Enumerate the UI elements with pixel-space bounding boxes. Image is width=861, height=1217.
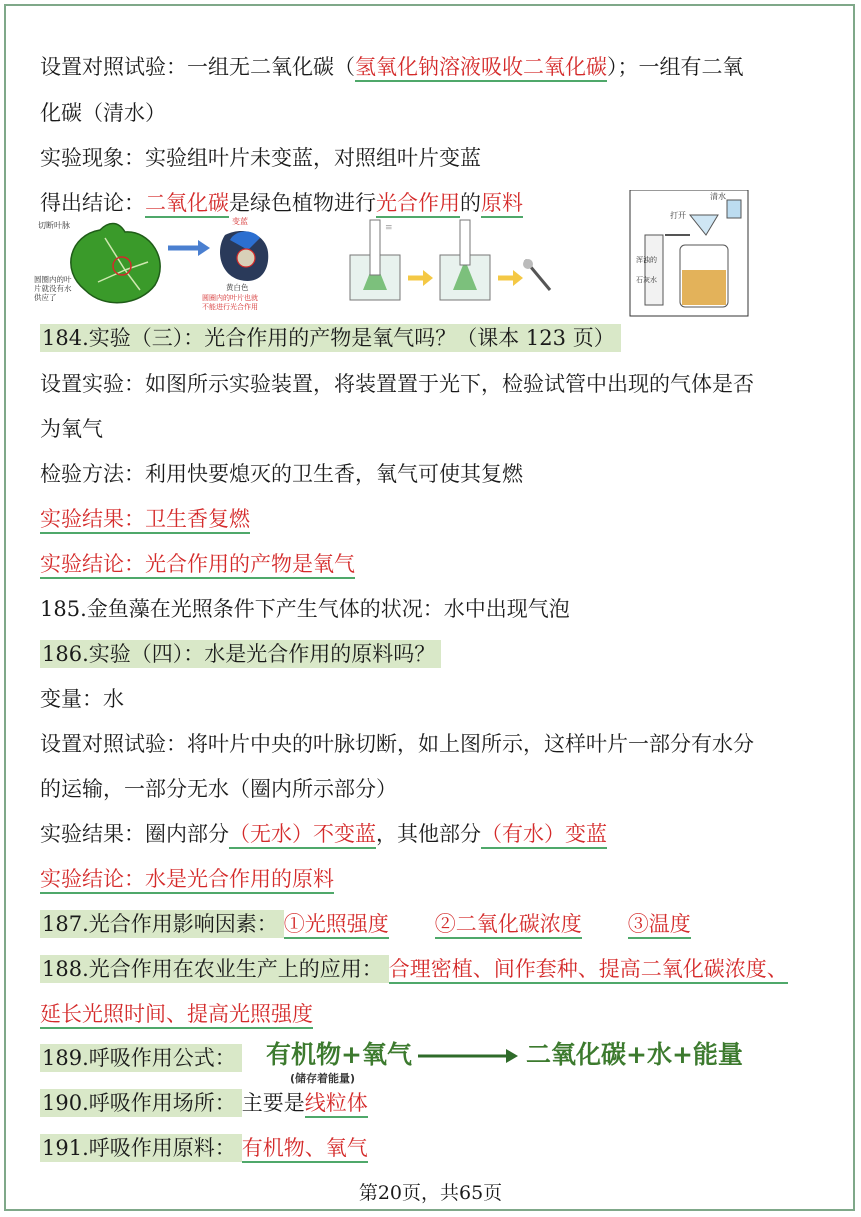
heading-text: 190.呼吸作用场所： xyxy=(40,1089,242,1117)
experiment-illustrations xyxy=(30,190,830,320)
text-line xyxy=(40,52,744,82)
heading-186 xyxy=(40,639,441,669)
heading-text: 191.呼吸作用原料： xyxy=(40,1134,242,1162)
leaf-circle-label: 供应了 xyxy=(34,293,57,302)
factor-co2: ②二氧化碳浓度 xyxy=(435,912,582,939)
blue-label: 变蓝 xyxy=(232,217,248,226)
water-label: 清水 xyxy=(710,192,726,201)
text-line: 为氧气 xyxy=(40,417,103,441)
heading-189 xyxy=(40,1043,242,1073)
answer-span: 原料 xyxy=(481,191,523,218)
formula-right: 二氧化碳+水+能量 xyxy=(526,1040,743,1069)
text-line xyxy=(40,504,250,534)
text-line xyxy=(40,999,313,1029)
red-note: 圆圈内的叶片也就 xyxy=(202,294,258,302)
formula-left: 有机物+氧气 xyxy=(266,1040,412,1069)
lime-label: 浑浊的 xyxy=(636,256,657,264)
answer-span: 延长光照时间、提高光照强度 xyxy=(40,1002,313,1029)
heading-190 xyxy=(40,1088,368,1118)
text-line: 设置实验：如图所示实验装置，将装置置于光下，检验试管中出现的气体是否 xyxy=(40,372,754,396)
heading-184 xyxy=(40,323,621,353)
answer-span: 实验结果：卫生香复燃 xyxy=(40,507,250,534)
heading-text: 186.实验（四）：水是光合作用的原料吗？ xyxy=(40,640,441,668)
heading-187 xyxy=(40,909,691,939)
beaker-figure xyxy=(350,220,400,300)
stained-leaf-figure xyxy=(202,216,268,311)
red-note: 不能进行光合作用 xyxy=(202,303,258,311)
open-label: 打开 xyxy=(670,211,686,220)
text-line xyxy=(40,549,355,579)
text-span: 实验结果：圈内部分 xyxy=(40,822,229,846)
answer-span: （无水）不变蓝 xyxy=(229,822,376,849)
answer-span: 氢氧化钠溶液吸收二氧化碳 xyxy=(355,55,607,82)
heading-text: 184.实验（三）：光合作用的产物是氧气吗？（课本 123 页） xyxy=(40,324,621,352)
text-line: 设置对照试验：将叶片中央的叶脉切断，如上图所示，这样叶片一部分有水分 xyxy=(40,732,754,756)
leaf-cut-label: 切断叶脉 xyxy=(38,221,70,230)
respiration-formula xyxy=(266,1038,412,1072)
text-line: 实验现象：实验组叶片未变蓝，对照组叶片变蓝 xyxy=(40,146,481,170)
heading-text: 189.呼吸作用公式： xyxy=(40,1044,242,1072)
heading-text: 187.光合作用影响因素： xyxy=(40,910,284,938)
answer-span: 合理密植、间作套种、提高二氧化碳浓度、 xyxy=(389,957,788,984)
answer-span: 实验结论：水是光合作用的原料 xyxy=(40,867,334,894)
leaf-figure xyxy=(34,220,160,303)
text-line: 的运输，一部分无水（圈内所示部分） xyxy=(40,777,397,801)
yellow-label: 黄白色 xyxy=(226,283,249,292)
heading-text: 188.光合作用在农业生产上的应用： xyxy=(40,955,389,983)
page-footer: 第20页，共65页 xyxy=(358,1182,503,1204)
text-line: 检验方法：利用快要熄灭的卫生香，氧气可使其复燃 xyxy=(40,462,523,486)
leaf-circle-label: 片就没有水 xyxy=(34,284,72,293)
answer-span: 线粒体 xyxy=(305,1091,368,1118)
text-span: 主要是 xyxy=(241,1091,305,1115)
answer-span: 光合作用 xyxy=(376,191,460,218)
answer-span: 二氧化碳 xyxy=(145,191,229,218)
factor-temperature: ③温度 xyxy=(628,912,691,939)
heading-191 xyxy=(40,1133,368,1163)
answer-span: （有水）变蓝 xyxy=(481,822,607,849)
text-line: 化碳（清水） xyxy=(40,101,166,125)
leaf-circle-label: 圆圈内的叶 xyxy=(34,275,72,284)
text-span: 的 xyxy=(460,191,481,215)
lime-label: 石灰水 xyxy=(636,276,657,284)
text-span: 是绿色植物进行 xyxy=(229,191,376,215)
text-span: ）；一组有二氧 xyxy=(607,55,744,79)
formula-arrow-icon xyxy=(418,1044,522,1068)
svg-text:≡: ≡ xyxy=(385,223,393,233)
formula-note: (储存着能量) xyxy=(290,1072,356,1085)
answer-span: 有机物、氧气 xyxy=(242,1136,368,1163)
text-line xyxy=(40,819,607,849)
text-line xyxy=(40,864,334,894)
text-line: 185.金鱼藻在光照条件下产生气体的状况：水中出现气泡 xyxy=(40,597,570,621)
lime-water-apparatus xyxy=(630,190,748,316)
answer-span: 实验结论：光合作用的产物是氧气 xyxy=(40,552,355,579)
incense-figure xyxy=(523,259,550,290)
heading-188 xyxy=(40,954,788,984)
text-span: ，其他部分 xyxy=(376,822,481,846)
text-span: 设置对照试验：一组无二氧化碳（ xyxy=(40,55,355,79)
text-span: 得出结论： xyxy=(40,191,145,215)
text-line: 变量：水 xyxy=(40,687,124,711)
beaker-figure xyxy=(440,220,490,300)
factor-light: ①光照强度 xyxy=(284,912,389,939)
